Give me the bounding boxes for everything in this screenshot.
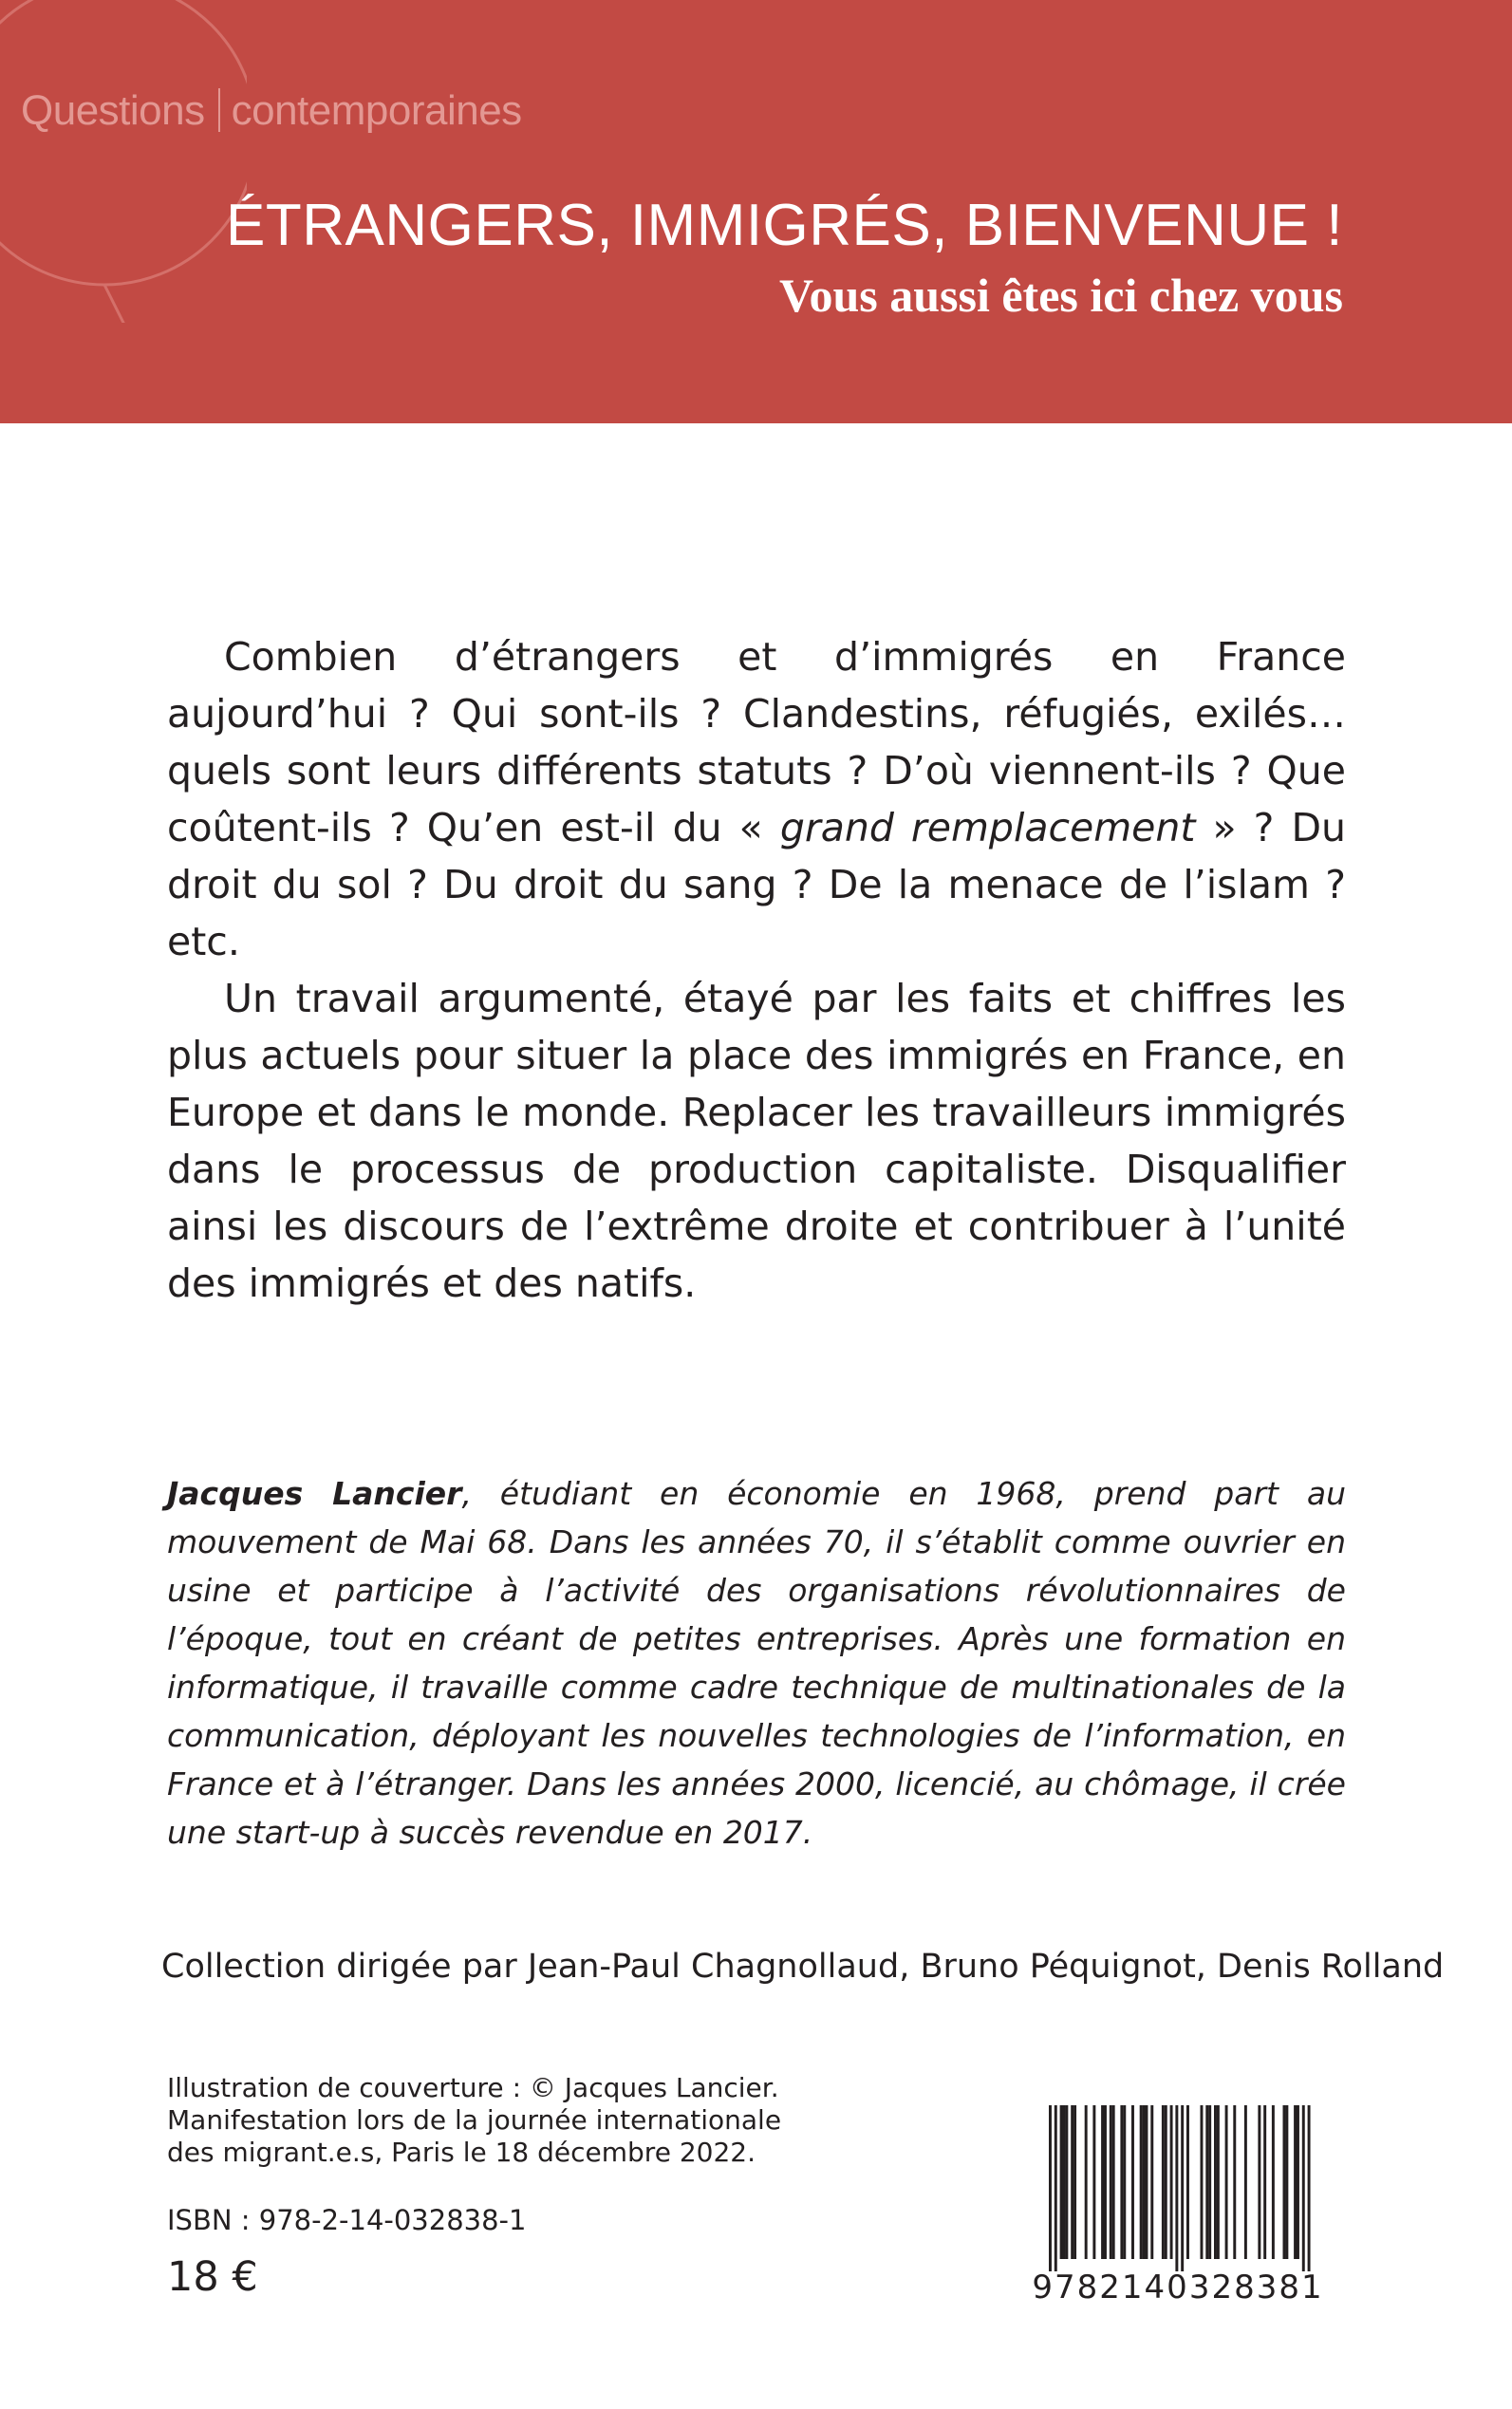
blurb-paragraph-1: Combien d’étrangers et d’immigrés en France aujourd’hui ? Qui sont-ils ? Clandestins, réfugiés, exilés… quels sont leurs différents statuts ? D’où viennent-ils ? Que coûtent-ils ? Qu’en est-il du « grand remplacement » ? Du droit du sol ? Du droit du sang ? De la menace de l’islam ? etc. (167, 634, 1347, 964)
barcode-bar (1186, 2105, 1189, 2259)
barcode-bar (1085, 2105, 1088, 2259)
author-name: Jacques Lancier (167, 1475, 462, 1512)
price: 18 € (167, 2253, 258, 2301)
barcode-bar (1131, 2105, 1134, 2259)
barcode-bar (1123, 2105, 1126, 2259)
barcode-bar (1162, 2105, 1165, 2259)
barcode-bar (1272, 2105, 1275, 2259)
barcode-digits: 9782140328381 (1032, 2269, 1324, 2306)
barcode-bar (1283, 2105, 1286, 2259)
barcode-bar (1175, 2105, 1178, 2271)
barcode-bar (1244, 2105, 1247, 2259)
barcode-bar (1071, 2105, 1073, 2259)
barcode-icon (1028, 2105, 1328, 2271)
barcode-bar (1205, 2105, 1208, 2259)
barcode-bar (1060, 2105, 1063, 2259)
q-logo-icon (0, 0, 247, 323)
collection-name-part2: contemporaines (231, 87, 522, 134)
barcode-bar (1073, 2105, 1076, 2259)
barcode-bar (1208, 2105, 1211, 2259)
barcode-bar (1104, 2105, 1107, 2259)
barcode-bar (1165, 2105, 1167, 2259)
barcode-bar (1146, 2105, 1148, 2259)
isbn: ISBN : 978-2-14-032838-1 (167, 2204, 527, 2236)
author-bio (167, 1469, 1346, 1857)
book-blurb (167, 628, 1346, 1312)
barcode-bar (1110, 2105, 1112, 2259)
barcode-bar (1217, 2105, 1220, 2259)
barcode-bar (1112, 2105, 1115, 2259)
barcode-bar (1150, 2105, 1153, 2259)
collection-name-part1: Questions (21, 87, 205, 134)
book-subtitle: Vous aussi êtes ici chez vous (778, 269, 1343, 322)
barcode-bar (1140, 2105, 1143, 2259)
blurb-emphasis: grand remplacement (779, 805, 1196, 850)
credits-line-3: des migrant.e.s, Paris le 18 décembre 2022. (167, 2137, 756, 2168)
credits-line-2: Manifestation lors de la journée internationale (167, 2104, 782, 2136)
collection-separator (218, 88, 220, 132)
collection-direction: Collection dirigée par Jean-Paul Chagnollaud, Bruno Péquignot, Denis Rolland (161, 1948, 1445, 1986)
barcode-bar (1263, 2105, 1266, 2259)
barcode (1028, 2105, 1328, 2305)
barcode-bar (1214, 2105, 1217, 2259)
barcode-bar (1181, 2105, 1184, 2271)
barcode-bar (1308, 2105, 1311, 2271)
collection-label (21, 87, 522, 135)
credits-line-1: Illustration de couverture : © Jacques Lancier. (167, 2072, 779, 2103)
barcode-bar (1225, 2105, 1228, 2259)
barcode-bar (1233, 2105, 1236, 2259)
author-bio-text: , étudiant en économie en 1968, prend part au mouvement de Mai 68. Dans les années 70, il s’établit comme ouvrier en usine et participe à l’activité des organisations révolutionnaires de l’époque, tout en créant de petites entreprises. Après une formation en informatique, il travaille comme cadre technique de multinationales de la communication, déployant les nouvelles technologies de l’information, en France et à l’étranger. Dans les années 2000, licencié, au chômage, il crée une start-up à succès revendue en 2017. (167, 1475, 1346, 1851)
barcode-bar (1294, 2105, 1297, 2259)
barcode-bar (1285, 2105, 1288, 2259)
barcode-bar (1120, 2105, 1123, 2259)
book-title: ÉTRANGERS, IMMIGRÉS, BIENVENUE ! (226, 193, 1343, 258)
barcode-bar (1055, 2105, 1057, 2271)
barcode-bar (1063, 2105, 1066, 2259)
barcode-bar (1065, 2105, 1068, 2259)
barcode-bar (1170, 2105, 1173, 2259)
barcode-bar (1143, 2105, 1146, 2259)
barcode-bar (1201, 2105, 1204, 2259)
barcode-bar (1297, 2105, 1299, 2259)
cover-credits (167, 2072, 907, 2169)
barcode-bar (1049, 2105, 1052, 2271)
header-band (0, 0, 1512, 423)
barcode-bar (1302, 2105, 1305, 2271)
barcode-bar (1092, 2105, 1095, 2259)
barcode-bar (1101, 2105, 1104, 2259)
barcode-bar (1258, 2105, 1260, 2259)
blurb-paragraph-2: Un travail argumenté, étayé par les faits et chiffres les plus actuels pour situer la place des immigrés en France, en Europe et dans le monde. Replacer les travailleurs immigrés dans le processus de production capitaliste. Disqualifier ainsi les discours de l’extrême droite et contribuer à l’unité des immigrés et des natifs. (167, 976, 1346, 1306)
